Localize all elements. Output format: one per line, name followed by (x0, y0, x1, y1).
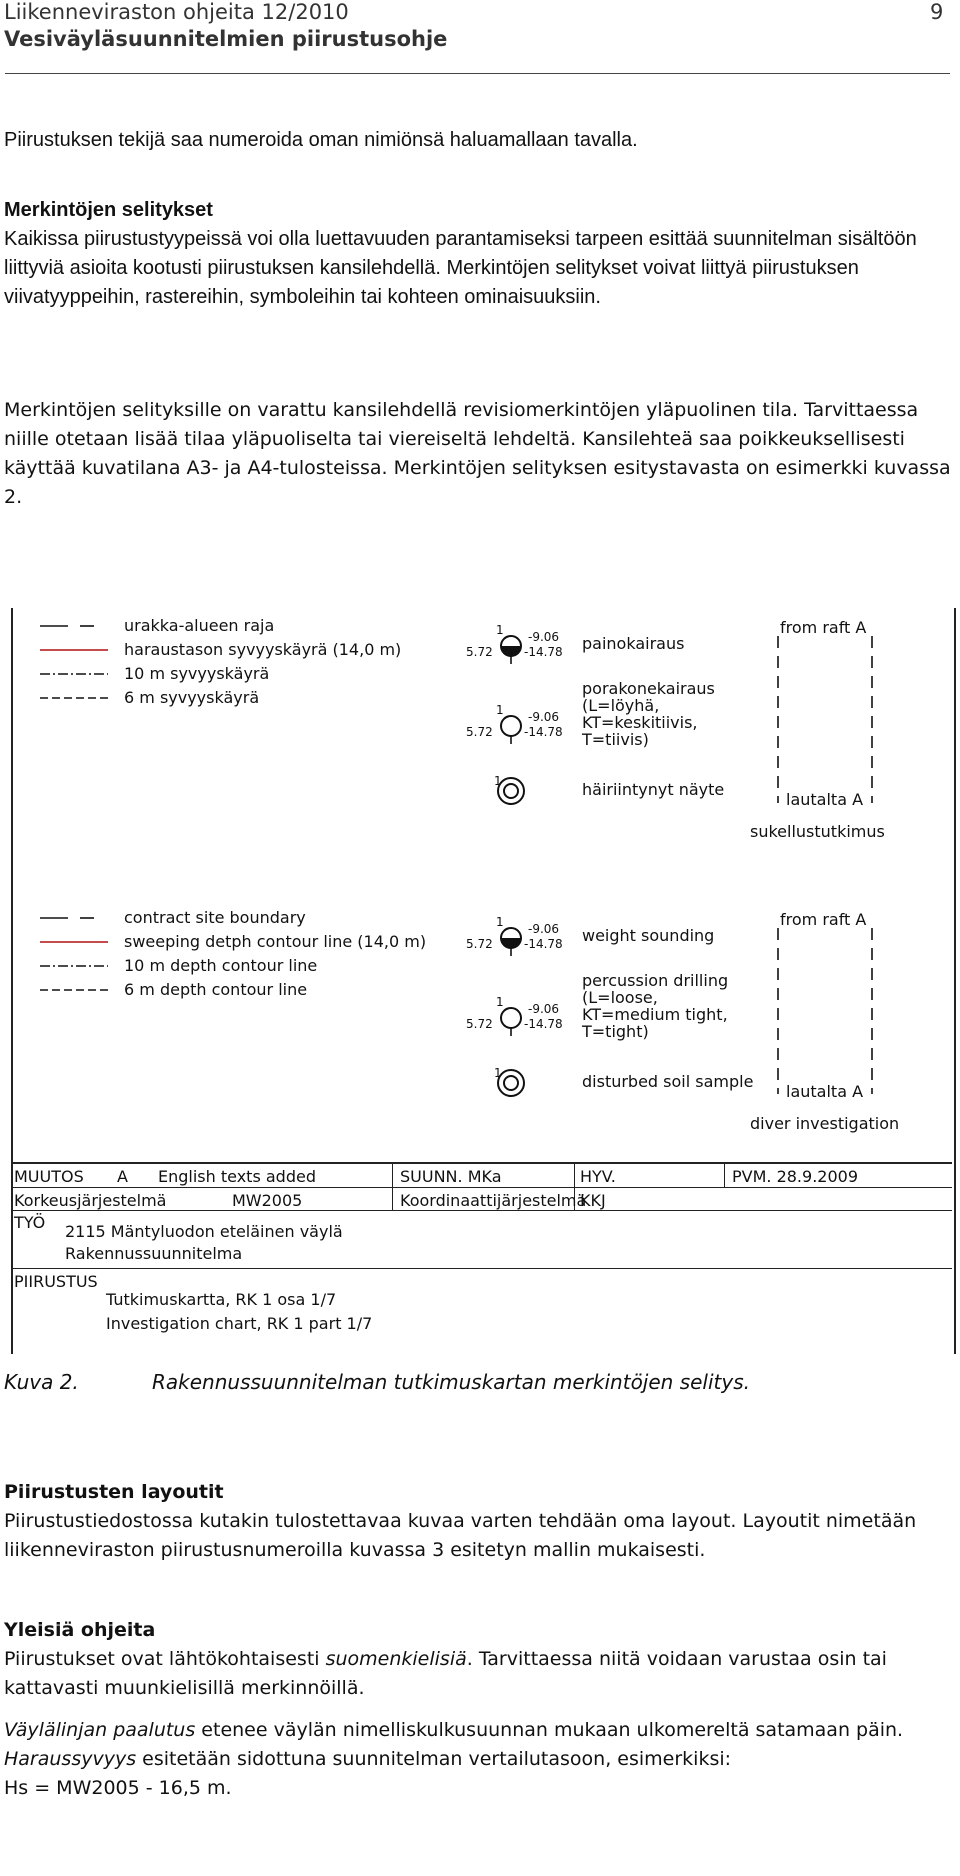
symbol-value: -14.78 (524, 725, 563, 739)
legend-line-label: urakka-alueen raja (124, 616, 275, 635)
section-paragraph: Hs = MW2005 - 16,5 m. (4, 1777, 232, 1799)
legend-symbol-label: disturbed soil sample (582, 1072, 754, 1091)
legend-line-label: 10 m depth contour line (124, 956, 318, 975)
titleblock-koord-value: KKJ (580, 1191, 606, 1210)
section-paragraph: Kaikissa piirustustyypeissä voi olla luettavuuden parantamiseksi tarpeen esittää suunnitelman sisältöön liittyviä asioita kootusti piirustuksen kansilehdellä. Merkintöjen selitykset voivat liittyä piirustuksen viivatyyppeihin, rastereihin, symboleihin tai kohteen ominaisuuksiin. (4, 228, 917, 308)
titleblock-divider (724, 1163, 725, 1187)
page-number: 9 (930, 0, 944, 24)
diver-label: sukellustutkimus (750, 822, 885, 841)
figure-caption-text: Rakennussuunnitelman tutkimuskartan merkintöjen selitys. (152, 1370, 750, 1394)
symbol-id: 1 (494, 1066, 502, 1080)
legend-line-label: sweeping detph contour line (14,0 m) (124, 932, 427, 951)
symbol-id: 1 (496, 915, 504, 929)
section-yleisia-p2 (4, 1716, 952, 1803)
legend-line-label: contract site boundary (124, 908, 306, 927)
symbol-id: 1 (496, 995, 504, 1009)
text-run: esitetään sidottuna suunnitelman vertailutasoon, esimerkiksi: (136, 1748, 732, 1770)
legend-symbol-label: painokairaus (582, 634, 685, 653)
section-layoutit (4, 1478, 952, 1565)
symbol-value: 5.72 (466, 1017, 493, 1031)
legend-symbol-label: häiriintynyt näyte (582, 780, 725, 799)
diver-label: diver investigation (750, 1114, 900, 1133)
symbol-value: -14.78 (524, 1017, 563, 1031)
legend-line-label: 10 m syvyyskäyrä (124, 664, 270, 683)
symbol-id: 1 (496, 703, 504, 717)
figure-caption-label: Kuva 2. (4, 1370, 79, 1394)
titleblock-muutos-value: A (117, 1167, 128, 1186)
legend-line-label: 6 m syvyyskäyrä (124, 688, 260, 707)
titleblock-suunn: SUUNN. MKa (400, 1167, 502, 1186)
legend-line-label: haraustason syvyyskäyrä (14,0 m) (124, 640, 402, 659)
titleblock-rule (12, 1187, 952, 1188)
legend-symbol-label: percussion drilling (L=loose, KT=medium tight, T=tight) (582, 971, 729, 1041)
text-run: . Tarvittaessa niitä voidaan varustaa osin tai kattavasti muunkielisillä merkinnöillä. (4, 1648, 887, 1699)
titleblock-muutos-text: English texts added (158, 1167, 316, 1186)
document-title: Vesiväyläsuunnitelmien piirustusohje (4, 27, 448, 51)
legend-symbol-label: weight sounding (582, 926, 715, 945)
symbol-value: 5.72 (466, 645, 493, 659)
diver-from-raft: from raft A (780, 618, 867, 637)
titleblock-tyo: TYÖ (14, 1213, 46, 1232)
text-run: etenee väylän nimelliskulkusuunnan mukaan ulkomereltä satamaan päin. (195, 1719, 904, 1741)
titleblock-muutos: MUUTOS (14, 1167, 84, 1186)
symbol-id: 1 (494, 774, 502, 788)
titleblock-korkeus-value: MW2005 (232, 1191, 303, 1210)
section-paragraph (4, 1745, 952, 1774)
header-rule (5, 73, 950, 74)
titleblock-koord: Koordinaattijärjestelmä (400, 1191, 587, 1210)
section-paragraph (4, 1716, 952, 1745)
text-run: Piirustukset ovat lähtökohtaisesti (4, 1648, 326, 1670)
symbol-value: -9.06 (528, 922, 560, 936)
symbol-value: -14.78 (524, 645, 563, 659)
emphasis-run: Haraussyvyys (4, 1748, 137, 1770)
section-heading: Piirustusten layoutit (4, 1481, 224, 1503)
document-series-title: Liikenneviraston ohjeita 12/2010 (4, 0, 349, 24)
intro-paragraph (4, 126, 952, 155)
legend-line-label: 6 m depth contour line (124, 980, 308, 999)
figure-caption (4, 1370, 750, 1394)
titleblock-rule (12, 1268, 952, 1269)
symbol-value: -14.78 (524, 937, 563, 951)
section-merkinnat (4, 196, 952, 312)
section-merkinnat-p2 (4, 396, 952, 512)
legend-figure (10, 608, 957, 1358)
titleblock-tyo-line: Rakennussuunnitelma (65, 1244, 243, 1263)
titleblock-tyo-line: 2115 Mäntyluodon eteläinen väylä (65, 1222, 343, 1241)
titleblock-rule (12, 1210, 952, 1211)
section-paragraph: Merkintöjen selityksille on varattu kansilehdellä revisiomerkintöjen yläpuolinen tila. Tarvittaessa niille otetaan lisää tilaa yläpuoliselta tai viereiseltä lehdeltä. Kansilehteä saa poikkeuksellisesti käyttää kuvatilana A3- ja A4-tulosteissa. Merkintöjen selityksen esitystavasta on esimerkki kuvassa 2. (4, 399, 951, 508)
diver-from-raft: from raft A (780, 910, 867, 929)
symbol-value: 5.72 (466, 937, 493, 951)
emphasis-run: suomenkielisiä (325, 1648, 467, 1670)
section-heading: Merkintöjen selitykset (4, 199, 213, 221)
section-paragraph: Piirustustiedostossa kutakin tulostettavaa kuvaa varten tehdään oma layout. Layoutit nimetään liikenneviraston piirustusnumeroilla kuvassa 3 esitetyn mallin mukaisesti. (4, 1510, 917, 1561)
symbol-value: -9.06 (528, 1002, 560, 1016)
titleblock-piirustus-line: Investigation chart, RK 1 part 1/7 (106, 1314, 373, 1333)
diver-lautalta: lautalta A (786, 1082, 864, 1101)
emphasis-run: Väylälinjan paalutus (4, 1719, 196, 1741)
titleblock-pvm: PVM. 28.9.2009 (732, 1167, 858, 1186)
titleblock-piirustus: PIIRUSTUS (14, 1272, 98, 1291)
symbol-id: 1 (496, 623, 504, 637)
diver-lautalta: lautalta A (786, 790, 864, 809)
titleblock-hyv: HYV. (580, 1167, 616, 1186)
section-paragraph (4, 1645, 952, 1703)
titleblock-top-rule (12, 1162, 952, 1164)
titleblock-divider (392, 1163, 393, 1210)
symbol-value: 5.72 (466, 725, 493, 739)
legend-symbol-label: porakonekairaus (L=löyhä, KT=keskitiivis, T=tiivis) (582, 679, 715, 749)
intro-text: Piirustuksen tekijä saa numeroida oman nimiönsä haluamallaan tavalla. (4, 129, 638, 151)
symbol-value: -9.06 (528, 630, 560, 644)
section-heading: Yleisiä ohjeita (4, 1619, 156, 1641)
symbol-value: -9.06 (528, 710, 560, 724)
titleblock-korkeus: Korkeusjärjestelmä (14, 1191, 167, 1210)
section-yleisia (4, 1616, 952, 1703)
titleblock-piirustus-line: Tutkimuskartta, RK 1 osa 1/7 (106, 1290, 337, 1309)
